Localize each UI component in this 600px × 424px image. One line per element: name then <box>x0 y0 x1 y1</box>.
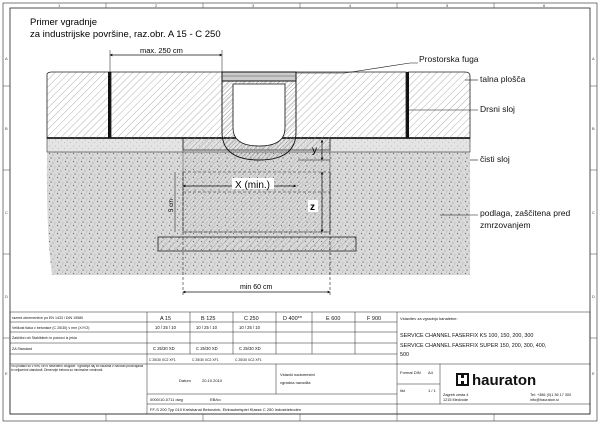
expansion-joint-left <box>108 72 111 138</box>
label-podlaga-1: podlaga, zaščitena pred <box>480 208 571 218</box>
frame-ref-side: D <box>5 294 8 299</box>
row-label-class: razred obremenitve po EN 1433 / DIN 19580 <box>12 316 84 320</box>
expansion-joint-right <box>406 72 409 138</box>
row-label-standard: ZA Standard <box>12 347 32 351</box>
cell-concrete-c250: C 25/30 XD <box>239 346 261 351</box>
floor-slab-right <box>408 72 470 138</box>
class-header-c250: C 250 <box>244 316 259 322</box>
notes-block: Vsi podatki so v mm, če ni navedeno drugače. Vgradnja naj bo skladna z navodili proizvajalca in veljavnimi standardi. Dimenzije betona so minimalne vrednosti. <box>11 365 144 372</box>
cell-exposure-a15: C 25/30 XC2 XF1 <box>149 358 176 362</box>
frame-ref-side: E <box>592 371 595 376</box>
frame-ref-side: A <box>592 56 595 61</box>
product-intro: Vstavitev za vgradnjo kanaletne: <box>400 316 458 321</box>
company-address-2: 1215 Medvode <box>443 398 469 402</box>
cell-sizes-b125: 10 / 25 / 10 <box>196 325 217 330</box>
label-podlaga-2: zmrzovanjem <box>480 220 531 230</box>
footer-description: FF-S 200 Typ 010 Kreiskanal Betonzink, Einbaubeispiel Klasse C 250 Industrieboden <box>150 407 302 412</box>
frame-ref-top: 3 <box>252 3 255 8</box>
cell-concrete-a15: C 25/30 XD <box>153 346 175 351</box>
company-email: info@hauraton.si <box>530 398 559 402</box>
cell-exposure-c250: C 25/30 XC2 XF1 <box>235 358 262 362</box>
cell-sizes-c250: 10 / 25 / 10 <box>239 325 260 330</box>
frame-ref-side: E <box>5 371 8 376</box>
title-block <box>10 312 590 414</box>
list-value: 1 / 1 <box>428 388 436 393</box>
company-address-1: Zagreb cesta 4 <box>443 393 469 397</box>
class-header-a15: A 15 <box>160 316 172 322</box>
cell-sizes-a15: 10 / 25 / 10 <box>155 325 176 330</box>
y-label: y <box>312 145 317 156</box>
frame-ref-side: C <box>592 210 595 215</box>
label-cisti-sloj: čisti sloj <box>480 154 510 164</box>
frame-ref-top: 5 <box>446 3 449 8</box>
frame-ref-top: 1 <box>58 3 61 8</box>
foundation-slab <box>158 237 356 251</box>
class-header-d400: D 400** <box>283 316 302 322</box>
z-label: z <box>310 202 315 213</box>
logo-text: hauraton <box>472 372 537 389</box>
grating <box>222 72 296 81</box>
frame-ref-top: 6 <box>543 3 546 8</box>
min-width-label: min 60 cm <box>240 284 273 291</box>
class-header-b125: B 125 <box>201 316 216 322</box>
kw-label: Vstavki nadomestni <box>280 372 315 377</box>
datum-label: Datum <box>179 378 191 383</box>
datum-value: 20.10.2010 <box>202 378 223 383</box>
frame-ref-side: B <box>592 126 595 131</box>
max-width-label: max. 250 cm <box>140 46 183 55</box>
cell-concrete-b125: C 25/30 XD <box>196 346 218 351</box>
title-line-2: za industrijske površine, raz.obr. A 15 - C 250 <box>30 29 221 40</box>
title-line-1: Primer vgradnje <box>30 17 98 28</box>
x-min-label: X (min.) <box>235 180 270 191</box>
format-value: A4 <box>428 370 433 375</box>
product-line-1: SERVICE CHANNEL FASERFIX KS 100, 150, 200, 300 <box>400 333 534 339</box>
label-prostorska-fuga: Prostorska fuga <box>419 54 479 64</box>
format-label: Format DIN <box>400 370 421 375</box>
row-label-sizes: Velikost tlaka v betonske (C 25/30) v mm (X/Y/Z) <box>12 326 90 330</box>
frame-ref-top: 4 <box>349 3 352 8</box>
product-line-2: SERVICE CHANNEL FASERFIX SUPER 150, 200, 300, 400, <box>400 343 547 349</box>
kw-value: vgradna navodila <box>280 380 311 385</box>
row-label-edge: Zaščitni rob Stahlblech in pokrovi iz jekla <box>12 336 77 340</box>
frame-ref-side: D <box>592 294 595 299</box>
cell-exposure-b125: C 25/30 XC2 XF1 <box>192 358 219 362</box>
dimension-min-width <box>183 284 330 292</box>
class-header-f900: F 900 <box>367 316 382 322</box>
frame-ref-side: B <box>5 126 8 131</box>
floor-slab-left <box>47 72 110 138</box>
frame-ref-side: A <box>5 56 8 61</box>
label-talna-plosca: talna plošča <box>480 74 526 84</box>
drainage-channel-void <box>233 84 285 146</box>
drawer: EB/ko <box>210 397 221 402</box>
class-header-e600: E 600 <box>326 316 341 322</box>
hauraton-logo <box>456 372 536 389</box>
dimension-max-width <box>110 46 222 72</box>
product-line-3: 500 <box>400 352 409 358</box>
company-phone: Tel: +386 (0)1 36 17 300 <box>530 393 572 397</box>
five-cm-label: 5 cm <box>169 198 175 212</box>
frame-ref-side: C <box>5 210 8 215</box>
list-label: list <box>400 388 405 393</box>
label-drsni-sloj: Drsni sloj <box>480 104 515 114</box>
drawing-number: 0000/10-0711 dwg <box>150 397 183 402</box>
frame-ref-top: 2 <box>155 3 158 8</box>
